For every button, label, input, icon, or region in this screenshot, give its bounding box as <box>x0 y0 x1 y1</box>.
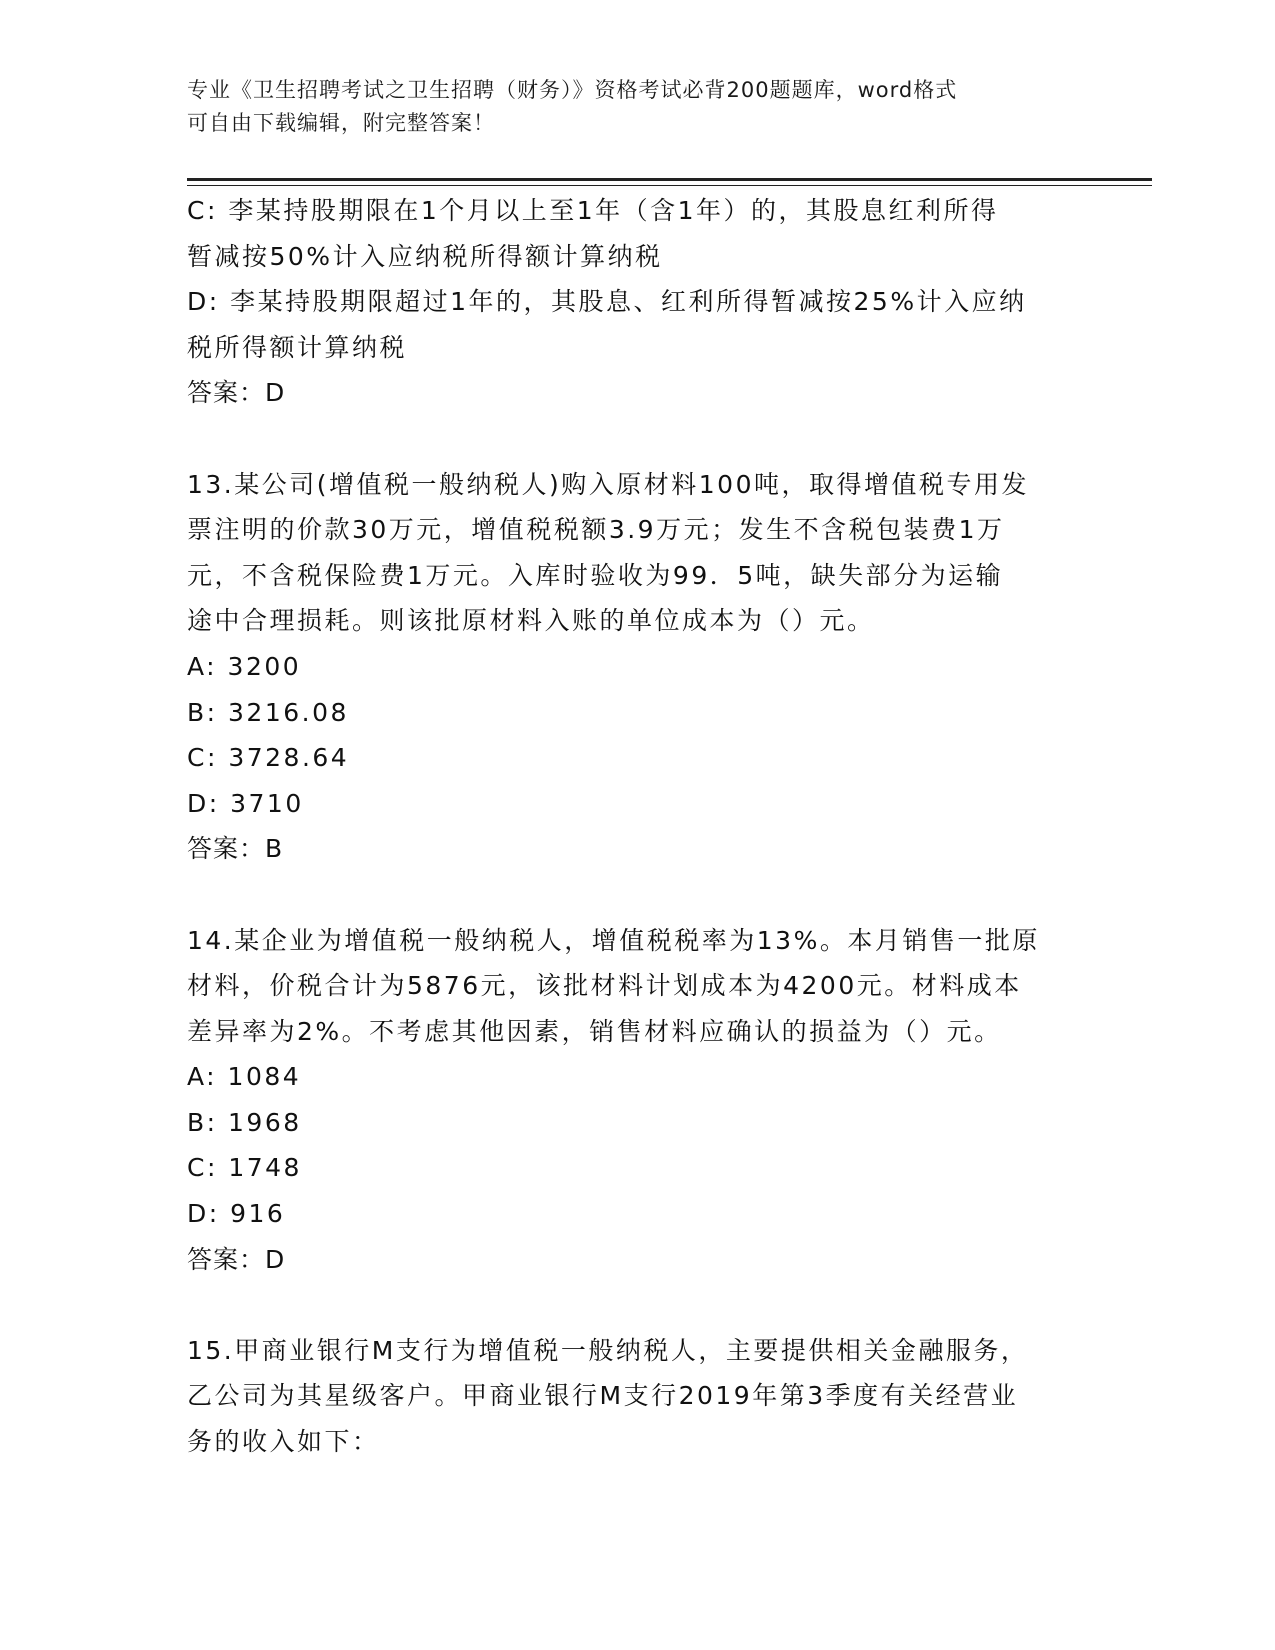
answer-line: 答案：D <box>187 1244 286 1274</box>
question-stem-line-2: 乙公司为其星级客户。甲商业银行M支行2019年第3季度有关经营业 <box>187 1381 1019 1411</box>
option-b: B: 1968 <box>187 1107 302 1137</box>
option-d-line-1: D: 李某持股期限超过1年的，其股息、红利所得暂减按25%计入应纳 <box>187 287 1027 317</box>
question-stem-line-1: 13.某公司(增值税一般纳税人)购入原材料100吨，取得增值税专用发 <box>187 469 1029 499</box>
question-15 <box>187 1328 1087 1465</box>
question-stem-line-1: 14.某企业为增值税一般纳税人，增值税税率为13%。本月销售一批原 <box>187 925 1040 955</box>
answer-line: 答案：D <box>187 378 286 408</box>
header-title-line-2: 可自由下载编辑，附完整答案！ <box>187 111 495 135</box>
question-stem-line-3: 务的收入如下： <box>187 1427 380 1457</box>
answer-line: 答案：B <box>187 834 284 864</box>
header-divider-thin <box>187 185 1152 186</box>
option-a: A: 3200 <box>187 651 302 681</box>
header-title-line-1: 专业《卫生招聘考试之卫生招聘（财务）》资格考试必背200题题库，word格式 <box>187 78 958 102</box>
question-stem-line-2: 票注明的价款30万元，增值税税额3.9万元；发生不含税包装费1万 <box>187 515 1005 545</box>
option-b: B: 3216.08 <box>187 697 349 727</box>
document-header <box>187 74 1087 140</box>
option-c-line-1: C: 李某持股期限在1个月以上至1年（含1年）的，其股息红利所得 <box>187 196 999 225</box>
question-stem-line-1: 15.甲商业银行M支行为增值税一般纳税人，主要提供相关金融服务， <box>187 1335 1029 1365</box>
option-c: C: 3728.64 <box>187 743 350 773</box>
option-c: C: 1748 <box>187 1153 302 1183</box>
spacer <box>187 1282 1087 1328</box>
question-content <box>187 188 1087 1465</box>
spacer <box>187 416 1087 462</box>
question-14 <box>187 918 1087 1283</box>
option-d-line-2: 税所得额计算纳税 <box>187 332 408 362</box>
question-stem-line-4: 途中合理损耗。则该批原材料入账的单位成本为（）元。 <box>187 606 875 636</box>
option-c-line-2: 暂减按50%计入应纳税所得额计算纳税 <box>187 241 663 271</box>
header-divider-thick <box>187 178 1152 181</box>
question-12-tail <box>187 188 1087 416</box>
question-stem-line-2: 材料，价税合计为5876元，该批材料计划成本为4200元。材料成本 <box>187 971 1022 1001</box>
question-13 <box>187 462 1087 872</box>
option-a: A: 1084 <box>187 1062 302 1092</box>
option-d: D: 3710 <box>187 788 304 818</box>
question-stem-line-3: 差异率为2%。不考虑其他因素，销售材料应确认的损益为（）元。 <box>187 1016 1002 1046</box>
option-d: D: 916 <box>187 1199 286 1229</box>
spacer <box>187 872 1087 918</box>
question-stem-line-3: 元，不含税保险费1万元。入库时验收为99．5吨，缺失部分为运输 <box>187 560 1004 590</box>
